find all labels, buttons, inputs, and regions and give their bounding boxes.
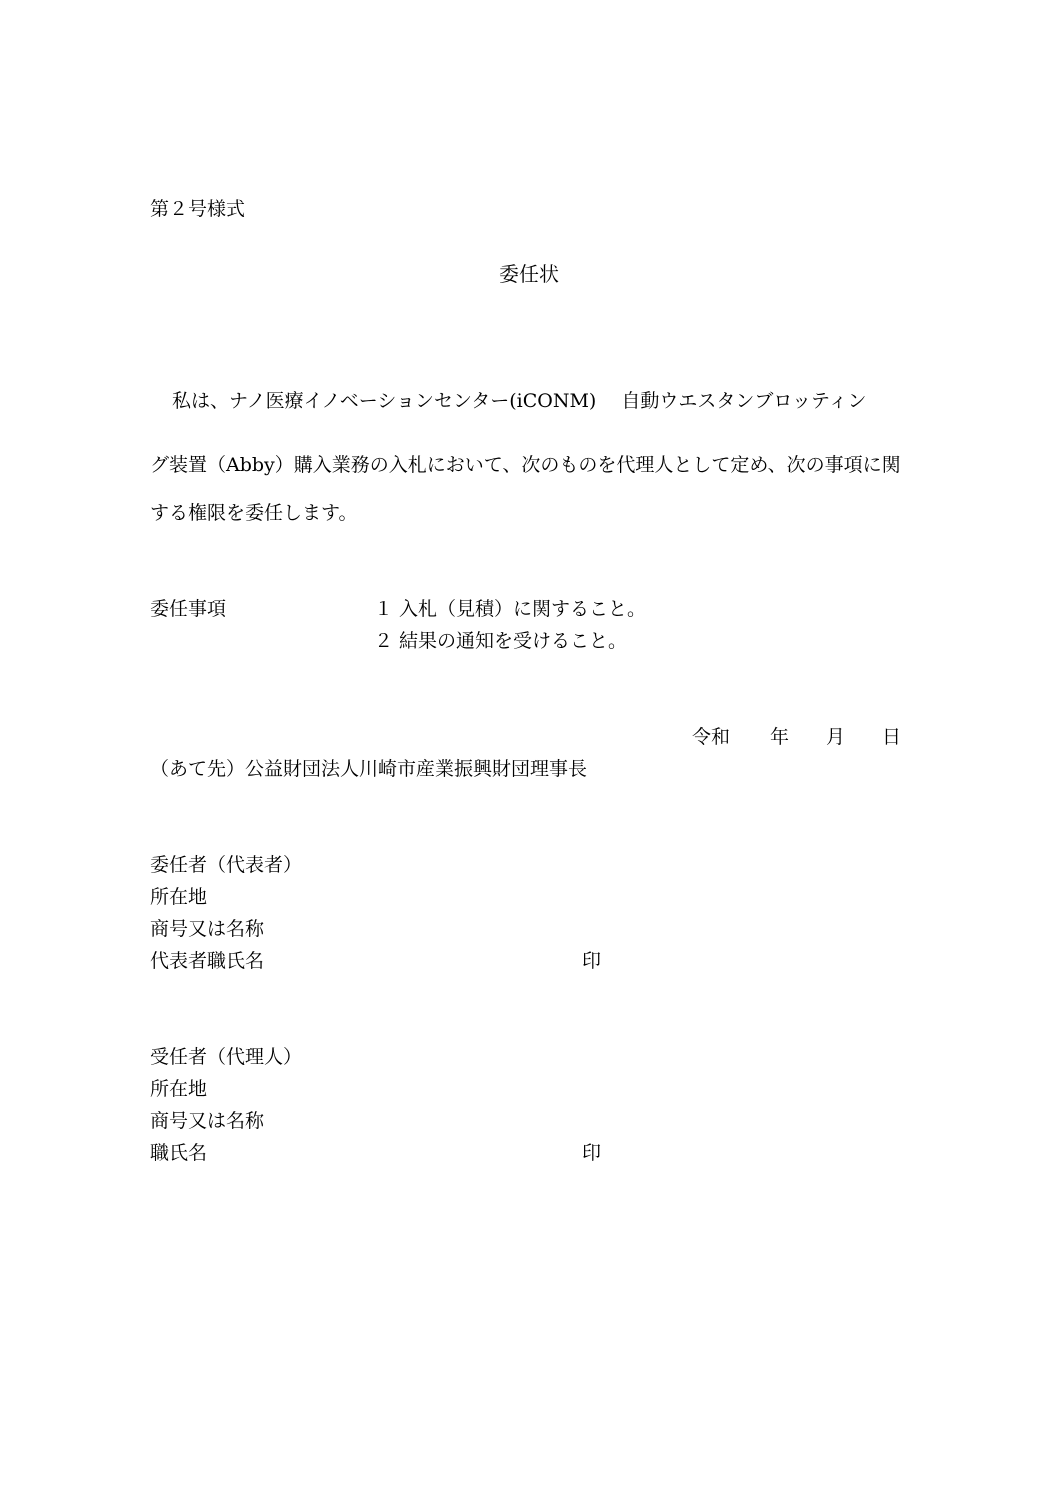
agent-seal: 印 (582, 1142, 602, 1164)
delegated-matter-item-2: ２ 結果の通知を受けること。 (374, 630, 628, 652)
form-number: 第２号様式 (150, 198, 246, 220)
document-title: 委任状 (499, 262, 559, 286)
agent-address-label: 所在地 (150, 1078, 208, 1100)
body-text-line-2: グ装置（Abby）購入業務の入札において、次のものを代理人として定め、次の事項に関 (150, 454, 901, 476)
date-year: 年 (770, 726, 790, 748)
agent-name-label: 職氏名 (150, 1142, 208, 1164)
delegated-matters-label: 委任事項 (150, 598, 227, 620)
date-month: 月 (826, 726, 846, 748)
agent-heading: 受任者（代理人） (150, 1046, 303, 1068)
principal-seal: 印 (582, 950, 602, 972)
date-line (692, 728, 901, 747)
principal-name-label: 代表者職氏名 (150, 950, 265, 972)
principal-heading: 委任者（代表者） (150, 854, 303, 876)
body-text-line-3: する権限を委任します。 (150, 502, 358, 524)
addressee: （あて先）公益財団法人川崎市産業振興財団理事長 (150, 758, 588, 780)
principal-address-label: 所在地 (150, 886, 208, 908)
date-era: 令和 (692, 726, 731, 748)
principal-company-label: 商号又は名称 (150, 918, 265, 940)
delegated-matter-item-1: １ 入札（見積）に関すること。 (374, 598, 647, 620)
body-text-line-1: 私は、ナノ医療イノベーションセンター(iCONM) 自動ウエスタンブロッティン (172, 390, 867, 412)
date-day: 日 (882, 726, 902, 748)
agent-company-label: 商号又は名称 (150, 1110, 265, 1132)
